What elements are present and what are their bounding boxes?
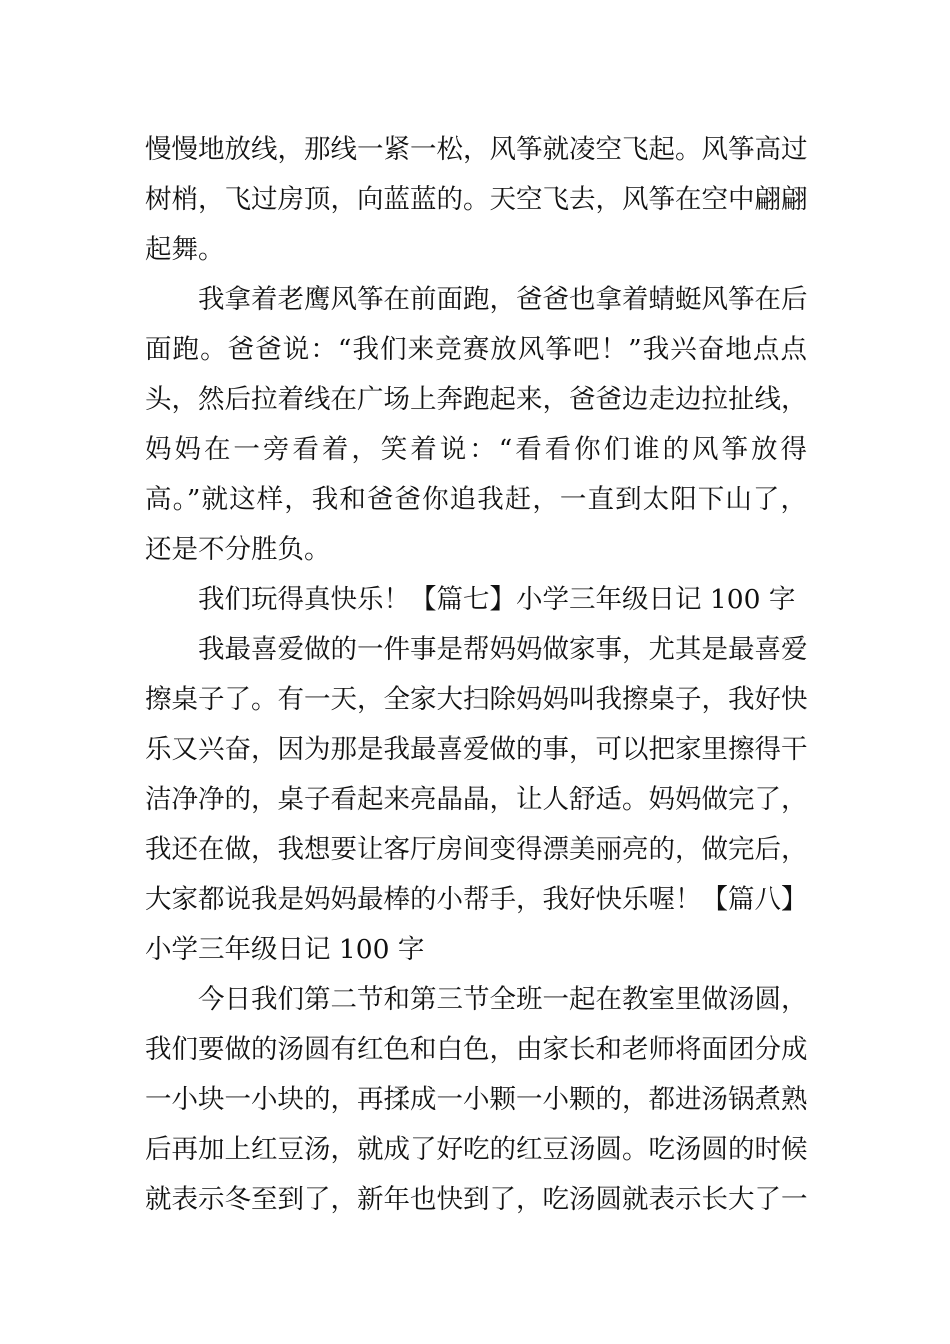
text-line: 面跑。爸爸说：“我们来竞赛放风筝吧！”我兴奋地点点 <box>145 334 807 365</box>
text-line: 起舞。 <box>145 234 225 265</box>
text-line: 头，然后拉着线在广场上奔跑起来，爸爸边走边拉扯线， <box>145 384 808 415</box>
text-line: 我们要做的汤圆有红色和白色，由家长和老师将面团分成 <box>145 1034 808 1065</box>
text-line: 就表示冬至到了，新年也快到了，吃汤圆就表示长大了一 <box>145 1184 808 1215</box>
text-line: 还是不分胜负。 <box>145 534 331 565</box>
text-line: 慢慢地放线，那线一紧一松，风筝就凌空飞起。风筝高过 <box>145 134 808 165</box>
text-line: 乐又兴奋，因为那是我最喜爱做的事，可以把家里擦得干 <box>145 734 808 765</box>
text-line: 我拿着老鹰风筝在前面跑，爸爸也拿着蜻蜓风筝在后 <box>198 284 808 315</box>
text-line: 我最喜爱做的一件事是帮妈妈做家事，尤其是最喜爱 <box>198 634 808 665</box>
text-line: 我还在做，我想要让客厅房间变得漂美丽亮的，做完后， <box>145 834 808 865</box>
text-line: 洁净净的，桌子看起来亮晶晶，让人舒适。妈妈做完了， <box>145 784 808 815</box>
text-line: 大家都说我是妈妈最棒的小帮手，我好快乐喔！【篇八】 <box>145 884 808 915</box>
text-line: 高。”就这样，我和爸爸你追我赶，一直到太阳下山了， <box>145 484 807 515</box>
text-line: 擦桌子了。有一天，全家大扫除妈妈叫我擦桌子，我好快 <box>145 684 808 715</box>
section-heading-line: 我们玩得真快乐！【篇七】小学三年级日记 100 字 <box>198 584 796 615</box>
text-line: 妈妈在一旁看着，笑着说：“看看你们谁的风筝放得 <box>145 434 807 465</box>
text-line: 后再加上红豆汤，就成了好吃的红豆汤圆。吃汤圆的时候 <box>145 1134 808 1165</box>
text-line: 今日我们第二节和第三节全班一起在教室里做汤圆， <box>198 984 808 1015</box>
text-line: 一小块一小块的，再揉成一小颗一小颗的，都进汤锅煮熟 <box>145 1084 808 1115</box>
text-line: 树梢，飞过房顶，向蓝蓝的。天空飞去，风筝在空中翩翩 <box>145 184 808 215</box>
section-heading-line: 小学三年级日记 100 字 <box>145 934 425 965</box>
